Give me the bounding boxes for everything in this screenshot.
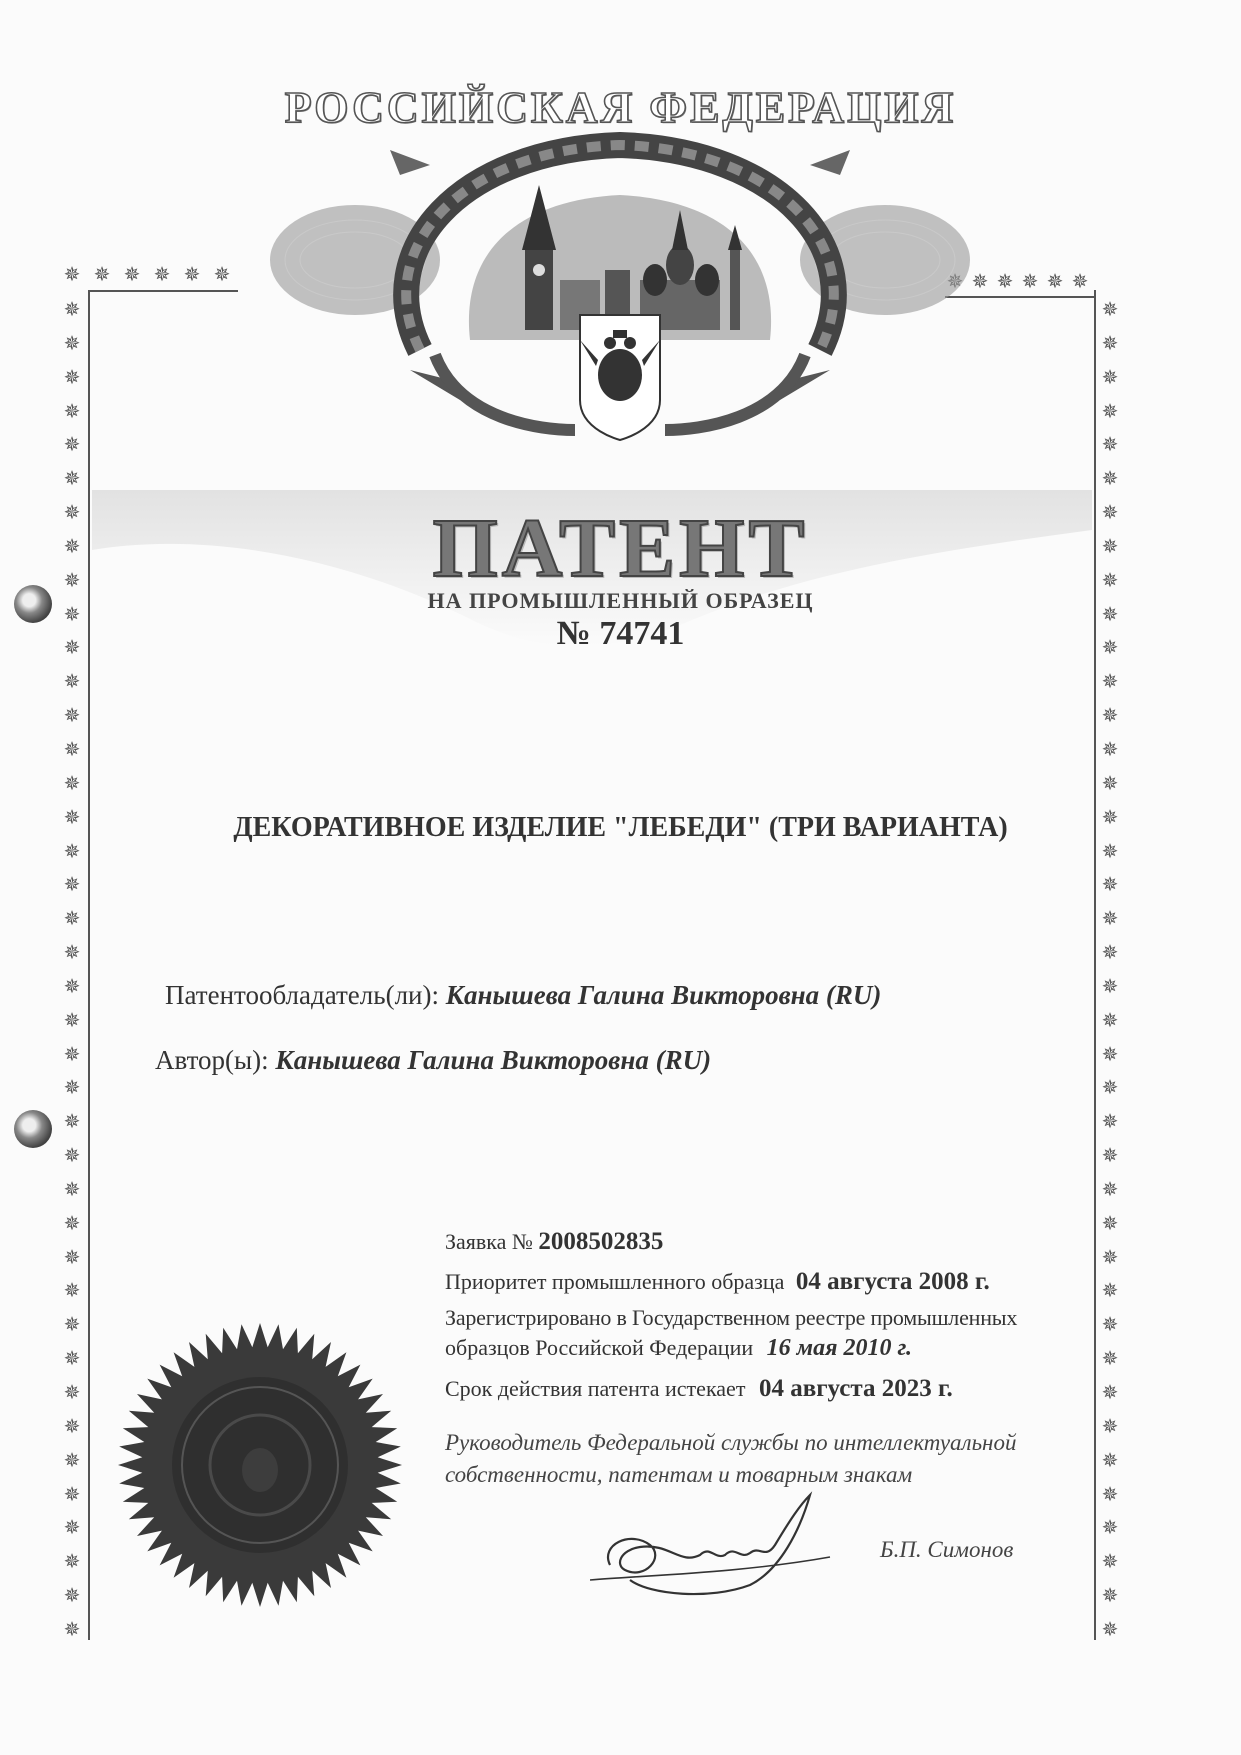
star-ornament-icon: ✵ <box>63 671 81 694</box>
star-ornament-icon: ✵ <box>1101 806 1119 829</box>
star-ornament-icon: ✵ <box>1101 1280 1119 1303</box>
kremlin-emblem <box>260 130 980 460</box>
star-ornament-icon: ✵ <box>1046 271 1064 293</box>
star-ornament-icon: ✵ <box>63 1145 81 1168</box>
star-ornament-icon: ✵ <box>1101 569 1119 592</box>
star-ornament-icon: ✵ <box>63 840 81 863</box>
star-ornament-icon: ✵ <box>63 975 81 998</box>
star-ornament-icon: ✵ <box>1101 1145 1119 1168</box>
registered-line1: Зарегистрировано в Государственном реестре промышленных <box>445 1305 1018 1330</box>
expiry-date: 04 августа 2023 г. <box>758 1375 953 1402</box>
star-ornament-icon: ✵ <box>63 1483 81 1506</box>
star-ornament-icon: ✵ <box>1101 671 1119 694</box>
star-ornament-icon: ✵ <box>63 738 81 761</box>
document-type: ПАТЕНТ <box>432 502 809 595</box>
star-ornament-icon: ✵ <box>1101 1077 1119 1100</box>
star-ornament-icon: ✵ <box>63 400 81 423</box>
star-ornament-icon: ✵ <box>63 1382 81 1404</box>
application-label: Заявка № <box>445 1229 533 1254</box>
star-ornament-icon: ✵ <box>1101 1382 1119 1404</box>
registered-label: образцов Российской Федерации <box>445 1335 754 1360</box>
star-ornament-icon: ✵ <box>971 271 989 293</box>
star-ornament-icon: ✵ <box>63 468 81 491</box>
star-ornament-icon: ✵ <box>63 1551 81 1574</box>
priority-line <box>445 1268 990 1296</box>
star-ornament-icon: ✵ <box>1101 1314 1119 1337</box>
star-ornament-icon: ✵ <box>63 1348 81 1371</box>
star-ornament-icon: ✵ <box>1101 332 1119 355</box>
star-ornament-icon: ✵ <box>213 264 231 286</box>
star-ornament-icon: ✵ <box>63 332 81 355</box>
star-ornament-icon: ✵ <box>93 264 111 286</box>
star-ornament-icon: ✵ <box>63 942 81 965</box>
holder-label: Патентообладатель(ли): <box>165 980 439 1010</box>
star-ornament-icon: ✵ <box>63 772 81 795</box>
star-ornament-icon: ✵ <box>1101 1212 1119 1235</box>
star-ornament-icon: ✵ <box>63 1212 81 1235</box>
design-name: ДЕКОРАТИВНОЕ ИЗДЕЛИЕ "ЛЕБЕДИ" (ТРИ ВАРИАНТА) <box>233 812 1008 843</box>
star-ornament-icon: ✵ <box>1101 637 1119 660</box>
star-ornament-icon: ✵ <box>63 1178 81 1201</box>
star-ornament-icon: ✵ <box>1071 271 1089 293</box>
star-ornament-icon: ✵ <box>1101 738 1119 761</box>
star-ornament-icon: ✵ <box>63 366 81 389</box>
author-line <box>155 1045 711 1076</box>
star-ornament-icon: ✵ <box>1101 1517 1119 1540</box>
star-ornament-icon: ✵ <box>63 1415 81 1438</box>
star-ornament-icon: ✵ <box>63 1246 81 1269</box>
star-ornament-icon: ✵ <box>996 271 1014 293</box>
star-ornament-icon: ✵ <box>1101 1009 1119 1032</box>
star-ornament-icon: ✵ <box>1021 271 1039 293</box>
registered-date: 16 мая 2010 г. <box>766 1335 912 1361</box>
star-ornament-icon: ✵ <box>63 434 81 457</box>
star-ornament-icon: ✵ <box>63 502 81 525</box>
border-top-left <box>62 265 232 285</box>
star-ornament-icon: ✵ <box>63 1517 81 1540</box>
star-ornament-icon: ✵ <box>63 806 81 829</box>
star-ornament-icon: ✵ <box>63 637 81 660</box>
punch-hole <box>14 1110 52 1148</box>
star-ornament-icon: ✵ <box>1101 1618 1119 1641</box>
star-ornament-icon: ✵ <box>63 603 81 626</box>
priority-date: 04 августа 2008 г. <box>795 1268 990 1295</box>
application-line <box>445 1228 663 1256</box>
star-ornament-icon: ✵ <box>1101 840 1119 863</box>
holder-value: Канышева Галина Викторовна (RU) <box>445 980 882 1010</box>
author-value: Канышева Галина Викторовна (RU) <box>275 1045 712 1075</box>
star-ornament-icon: ✵ <box>63 1043 81 1066</box>
star-ornament-icon: ✵ <box>1101 535 1119 558</box>
expiry-label: Срок действия патента истекает <box>445 1376 746 1401</box>
star-ornament-icon: ✵ <box>1101 942 1119 965</box>
star-ornament-icon: ✵ <box>1101 1415 1119 1438</box>
star-ornament-icon: ✵ <box>1101 468 1119 491</box>
document-subtype: НА ПРОМЫШЛЕННЫЙ ОБРАЗЕЦ <box>427 588 814 613</box>
star-ornament-icon: ✵ <box>63 1009 81 1032</box>
star-ornament-icon: ✵ <box>63 1585 81 1608</box>
star-ornament-icon: ✵ <box>1101 1449 1119 1472</box>
star-ornament-icon: ✵ <box>1101 299 1119 321</box>
star-ornament-icon: ✵ <box>63 569 81 592</box>
priority-label: Приоритет промышленного образца <box>445 1269 785 1294</box>
star-ornament-icon: ✵ <box>1101 874 1119 897</box>
star-ornament-icon: ✵ <box>63 874 81 897</box>
star-ornament-icon: ✵ <box>1101 434 1119 457</box>
signatory-position-2: собственности, патентам и товарным знакам <box>445 1462 913 1487</box>
country-title: РОССИЙСКАЯ ФЕДЕРАЦИЯ <box>284 83 957 132</box>
frame-line-left <box>88 290 90 1640</box>
star-ornament-icon: ✵ <box>1101 1585 1119 1608</box>
author-label: Автор(ы): <box>155 1045 269 1075</box>
star-ornament-icon: ✵ <box>63 535 81 558</box>
star-ornament-icon: ✵ <box>1101 1246 1119 1269</box>
star-ornament-icon: ✵ <box>63 1111 81 1134</box>
star-ornament-icon: ✵ <box>183 264 201 286</box>
star-ornament-icon: ✵ <box>1101 772 1119 795</box>
star-ornament-icon: ✵ <box>123 264 141 286</box>
frame-line-top-left <box>88 290 238 292</box>
star-ornament-icon: ✵ <box>1101 1551 1119 1574</box>
star-ornament-icon: ✵ <box>1101 366 1119 389</box>
signatory-position-1: Руководитель Федеральной службы по интеллектуальной <box>445 1430 1017 1455</box>
star-ornament-icon: ✵ <box>63 1280 81 1303</box>
star-ornament-icon: ✵ <box>63 1077 81 1100</box>
punch-hole <box>14 585 52 623</box>
star-ornament-icon: ✵ <box>63 908 81 931</box>
star-ornament-icon: ✵ <box>1101 975 1119 998</box>
frame-line-right <box>1094 290 1096 1640</box>
registered-line2 <box>445 1335 912 1362</box>
star-ornament-icon: ✵ <box>1101 1483 1119 1506</box>
star-ornament-icon: ✵ <box>1101 705 1119 728</box>
signatory-name: Б.П. Симонов <box>880 1537 1014 1562</box>
patent-number: № 74741 <box>556 615 685 652</box>
official-seal <box>115 1320 405 1610</box>
star-ornament-icon: ✵ <box>63 705 81 728</box>
star-ornament-icon: ✵ <box>63 264 81 286</box>
star-ornament-icon: ✵ <box>1101 1043 1119 1066</box>
star-ornament-icon: ✵ <box>1101 908 1119 931</box>
signature <box>590 1485 850 1605</box>
star-ornament-icon: ✵ <box>63 1618 81 1641</box>
star-ornament-icon: ✵ <box>1101 400 1119 423</box>
star-ornament-icon: ✵ <box>63 1449 81 1472</box>
star-ornament-icon: ✵ <box>153 264 171 286</box>
star-ornament-icon: ✵ <box>1101 502 1119 525</box>
application-number: 2008502835 <box>538 1228 664 1255</box>
star-ornament-icon: ✵ <box>1101 1348 1119 1371</box>
holder-line <box>165 980 881 1011</box>
star-ornament-icon: ✵ <box>1101 1178 1119 1201</box>
star-ornament-icon: ✵ <box>63 299 81 321</box>
expiry-line <box>445 1375 953 1403</box>
star-ornament-icon: ✵ <box>63 1314 81 1337</box>
star-ornament-icon: ✵ <box>1101 603 1119 626</box>
star-ornament-icon: ✵ <box>1101 1111 1119 1134</box>
